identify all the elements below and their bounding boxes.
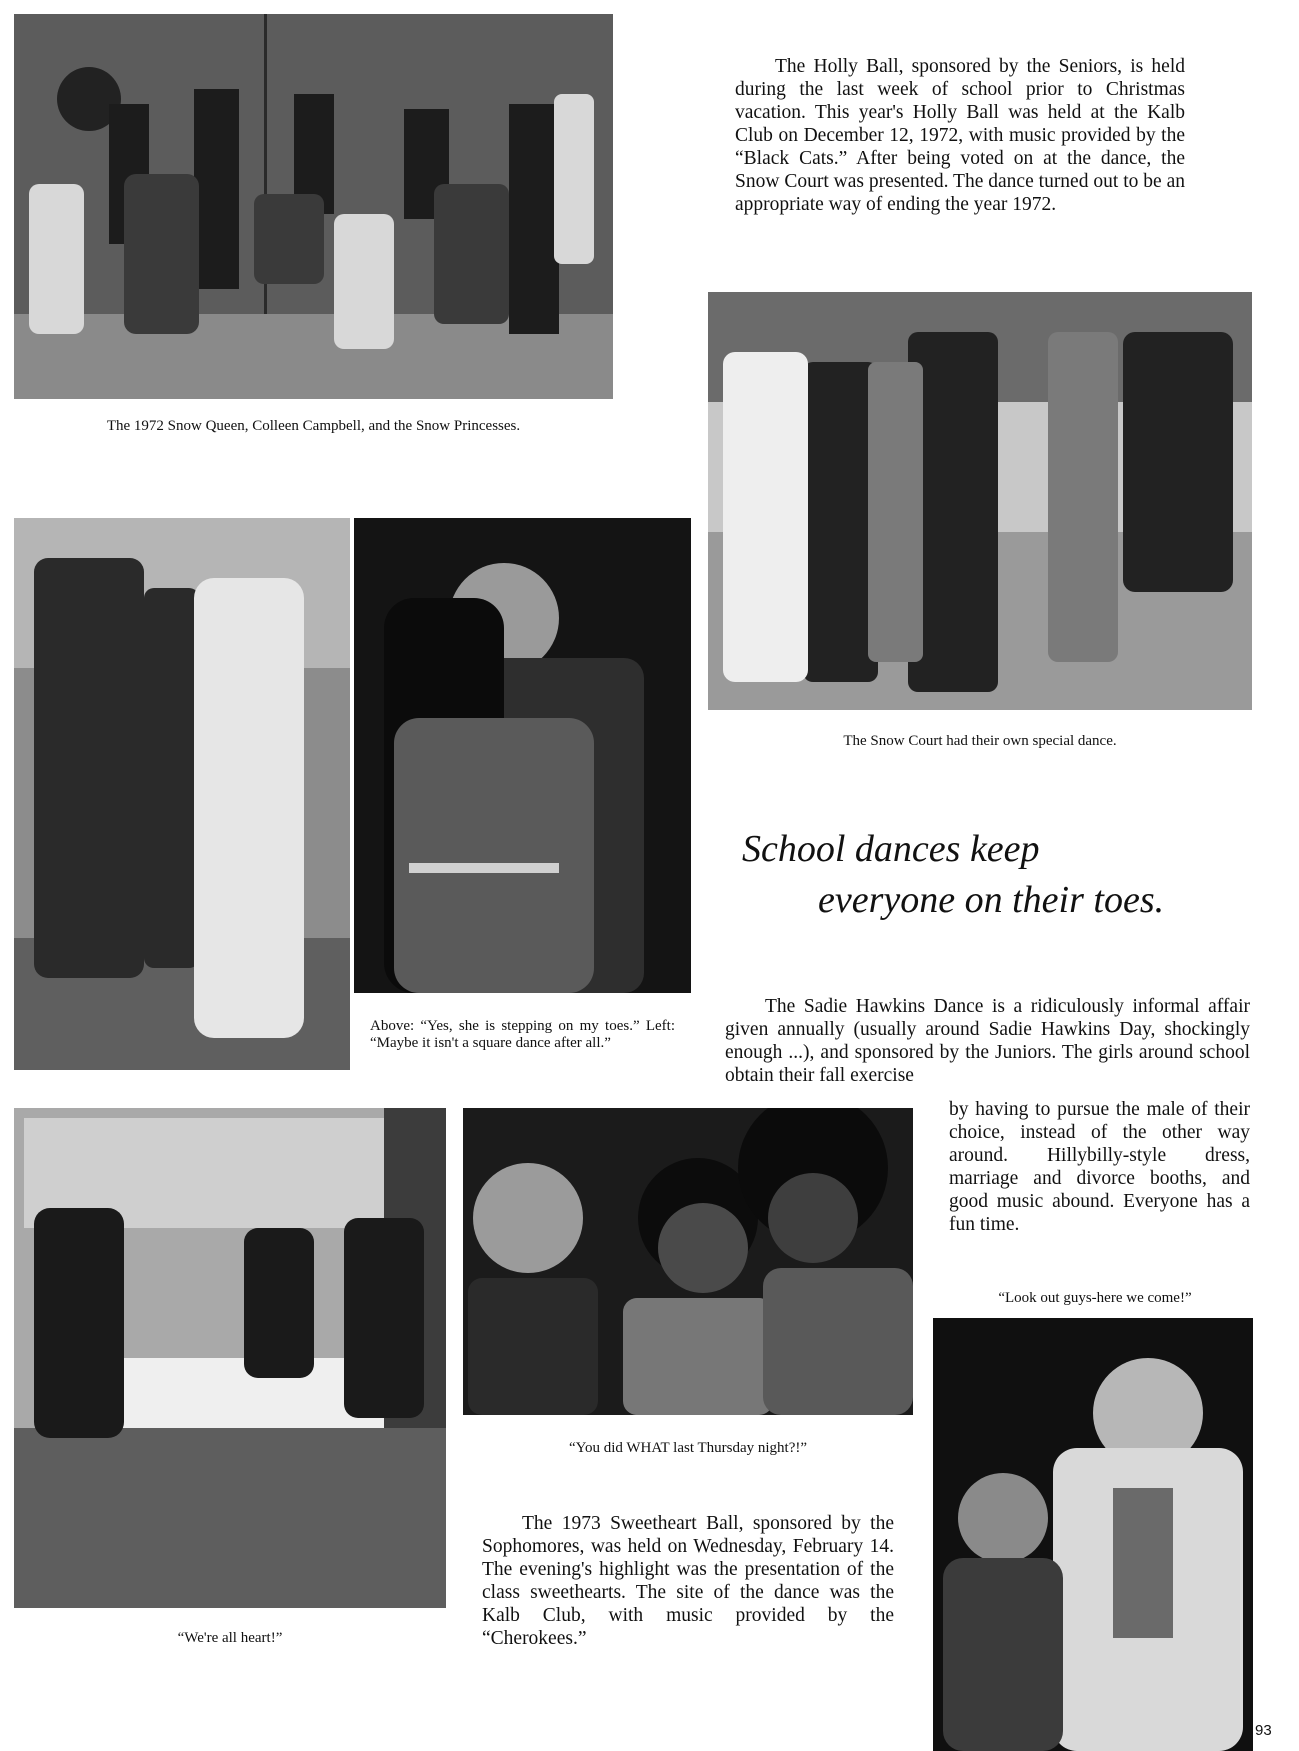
sadie-hawkins-paragraph-top <box>725 995 1250 1087</box>
sadie-hawkins-text-bottom: by having to pursue the male of their choice, instead of the other way around. Hillybilly-style dress, marriage and divorce booths, and good music abound. Everyone has a fun time. <box>949 1099 1250 1235</box>
caption-snow-queen: The 1972 Snow Queen, Colleen Campbell, and the Snow Princesses. <box>106 418 521 434</box>
caption-snow-court: The Snow Court had their own special dance. <box>843 733 1117 749</box>
photo-all-heart <box>14 1108 446 1608</box>
photo-snow-queen-and-princesses <box>14 14 613 399</box>
sweetheart-ball-paragraph <box>482 1512 894 1650</box>
holly-ball-text: The Holly Ball, sponsored by the Seniors, is held during the last week of school prior to Christmas vacation. This year's Holly Ball was held at the Kalb Club on December 12, 1972, with music provided by the “Black Cats.” After being voted on at the dance, the Snow Court was presented. The dance turned out to be an appropriate way of ending the year 1972. <box>735 56 1185 215</box>
holly-ball-paragraph <box>735 55 1185 216</box>
page-number: 93 <box>1255 1722 1272 1739</box>
headline-line-2: everyone on their toes. <box>818 879 1165 921</box>
headline-line-1: School dances keep <box>742 828 1040 870</box>
caption-look-out: “Look out guys-here we come!” <box>998 1290 1192 1306</box>
caption-last-thursday: “You did WHAT last Thursday night?!” <box>568 1440 808 1456</box>
photo-square-dance <box>14 518 350 1070</box>
caption-above-left: Above: “Yes, she is stepping on my toes.” Left: “Maybe it isn't a square dance after all.” <box>370 1018 675 1051</box>
sadie-hawkins-paragraph-bottom <box>949 1098 1250 1236</box>
photo-last-thursday <box>463 1108 913 1415</box>
photo-look-out-guys <box>933 1318 1253 1751</box>
sweetheart-ball-text: The 1973 Sweetheart Ball, sponsored by the Sophomores, was held on Wednesday, February 14. The evening's highlight was the presentation of the class sweethearts. The site of the dance was the Kalb Club, with music provided by the “Cherokees.” <box>482 1513 894 1649</box>
photo-snow-court-dance <box>708 292 1252 710</box>
photo-stepping-on-toes <box>354 518 691 993</box>
sadie-hawkins-text-top: The Sadie Hawkins Dance is a ridiculously informal affair given annually (usually around Sadie Hawkins Day, shockingly enough ...), and sponsored by the Juniors. The girls around school obtain their fall exercise <box>725 996 1250 1086</box>
caption-all-heart: “We're all heart!” <box>177 1630 283 1646</box>
